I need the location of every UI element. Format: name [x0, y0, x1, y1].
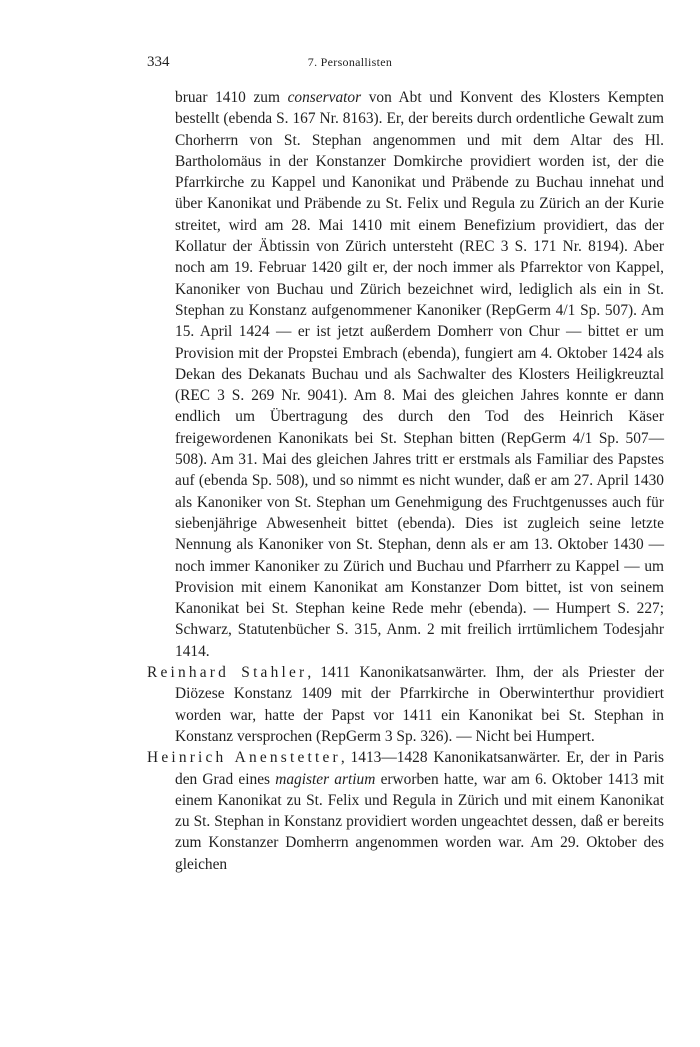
- entry-reinhard-stahler: [147, 662, 664, 747]
- text-segment: , 1413—1428 Kanonikatsanwärter. Er, der in Paris den Grad eines: [175, 749, 664, 788]
- entry-heinrich-anenstetter: [147, 747, 664, 875]
- text-segment: von Abt und Konvent des Klosters Kempten bestellt (ebenda S. 167 Nr. 8163). Er, der bereits durch ordentliche Gewalt zum Chorherrn von St. Stephan angenommen und mit dem Altar des Hl. Bartholomäus in der Konstanzer Domkirche providiert worden ist, der die Pfarrkirche zu Kappel und Kanonikat und Präbende zu Buchau innehat und über Kanonikat und Präbende zu St. Felix und Regula zu Zürich an der Kurie streitet, wird am 28. Mai 1410 mit einem Benefizium providiert, das der Kollatur der Äbtissin von Zürich untersteht (REC 3 S. 171 Nr. 8194). Aber noch am 19. Februar 1420 gilt er, der noch immer als Pfarrektor von Kappel, Kanoniker von Buchau und Zürich bezeichnet wird, lediglich als ein in St. Stephan zu Konstanz aufgenommener Kanoniker (RepGerm 4/1 Sp. 507). Am 15. April 1424 — er ist jetzt außerdem Domherr von Chur — bittet er um Provision mit der Propstei Embrach (ebenda), fungiert am 4. Oktober 1424 als Dekan des Dekanats Buchau und als Sachwalter des Klosters Heiligkreuztal (REC 3 S. 269 Nr. 9041). Am 8. Mai des gleichen Jahres konnte er dann endlich um Übertragung des durch den Tod des Heinrich Käser freigewordenen Kanonikats bei St. Stephan bitten (RepGerm 4/1 Sp. 507—508). Am 31. Mai des gleichen Jahres tritt er erstmals als Familiar des Papstes auf (ebenda Sp. 508), und so nimmt es nicht wunder, daß er am 27. April 1430 als Kanoniker von St. Stephan um Genehmigung des Fruchtgenusses auch für siebenjährige Abwesenheit bittet (ebenda). Dies ist zugleich seine letzte Nennung als Kanoniker von St. Stephan, denn als er am 13. Oktober 1430 — noch immer Kanoniker zu Zürich und Buchau und Pfarrherr zu Kappel — um Provision mit einem Kanonikat am Konstanzer Dom bittet, ist von seinem Kanonikat bei St. Stephan keine Rede mehr (ebenda). — Humpert S. 227; Schwarz, Statutenbücher S. 315, Anm. 2 mit freilich irrtümlichem Todesjahr 1414.: [175, 89, 664, 660]
- text-segment: erworben hatte, war am 6. Oktober 1413 mit einem Kanonikat zu St. Felix und Regula in Zürich und mit einem Kanonikat zu St. Stephan in Konstanz providiert worden ungeachtet dessen, daß er bereits zum Konstanzer Domherrn angenommen worden war. Am 29. Oktober des gleichen: [175, 770, 665, 873]
- page-number: 334: [147, 54, 170, 70]
- entry-name: Heinrich Anenstetter: [147, 749, 341, 767]
- text-segment: , 1411 Kanonikatsanwärter. Ihm, der als Priester der Diözese Konstanz 1409 mit der Pfarrkirche in Oberwinterthur providiert worden war, hatte der Papst vor 1411 ein Kanonikat bei St. Stephan in Konstanz versprochen (RepGerm 3 Sp. 326). — Nicht bei Humpert.: [175, 664, 664, 745]
- page-body: [147, 87, 664, 875]
- page-header: [0, 54, 700, 74]
- entry-name: Reinhard Stahler: [147, 664, 308, 682]
- italic-term: magister artium: [275, 770, 376, 788]
- running-title: 7. Personallisten: [307, 55, 393, 69]
- text-segment: bruar 1410 zum: [175, 89, 288, 106]
- italic-term: conservator: [287, 89, 362, 106]
- paragraph-continuation: [147, 87, 664, 662]
